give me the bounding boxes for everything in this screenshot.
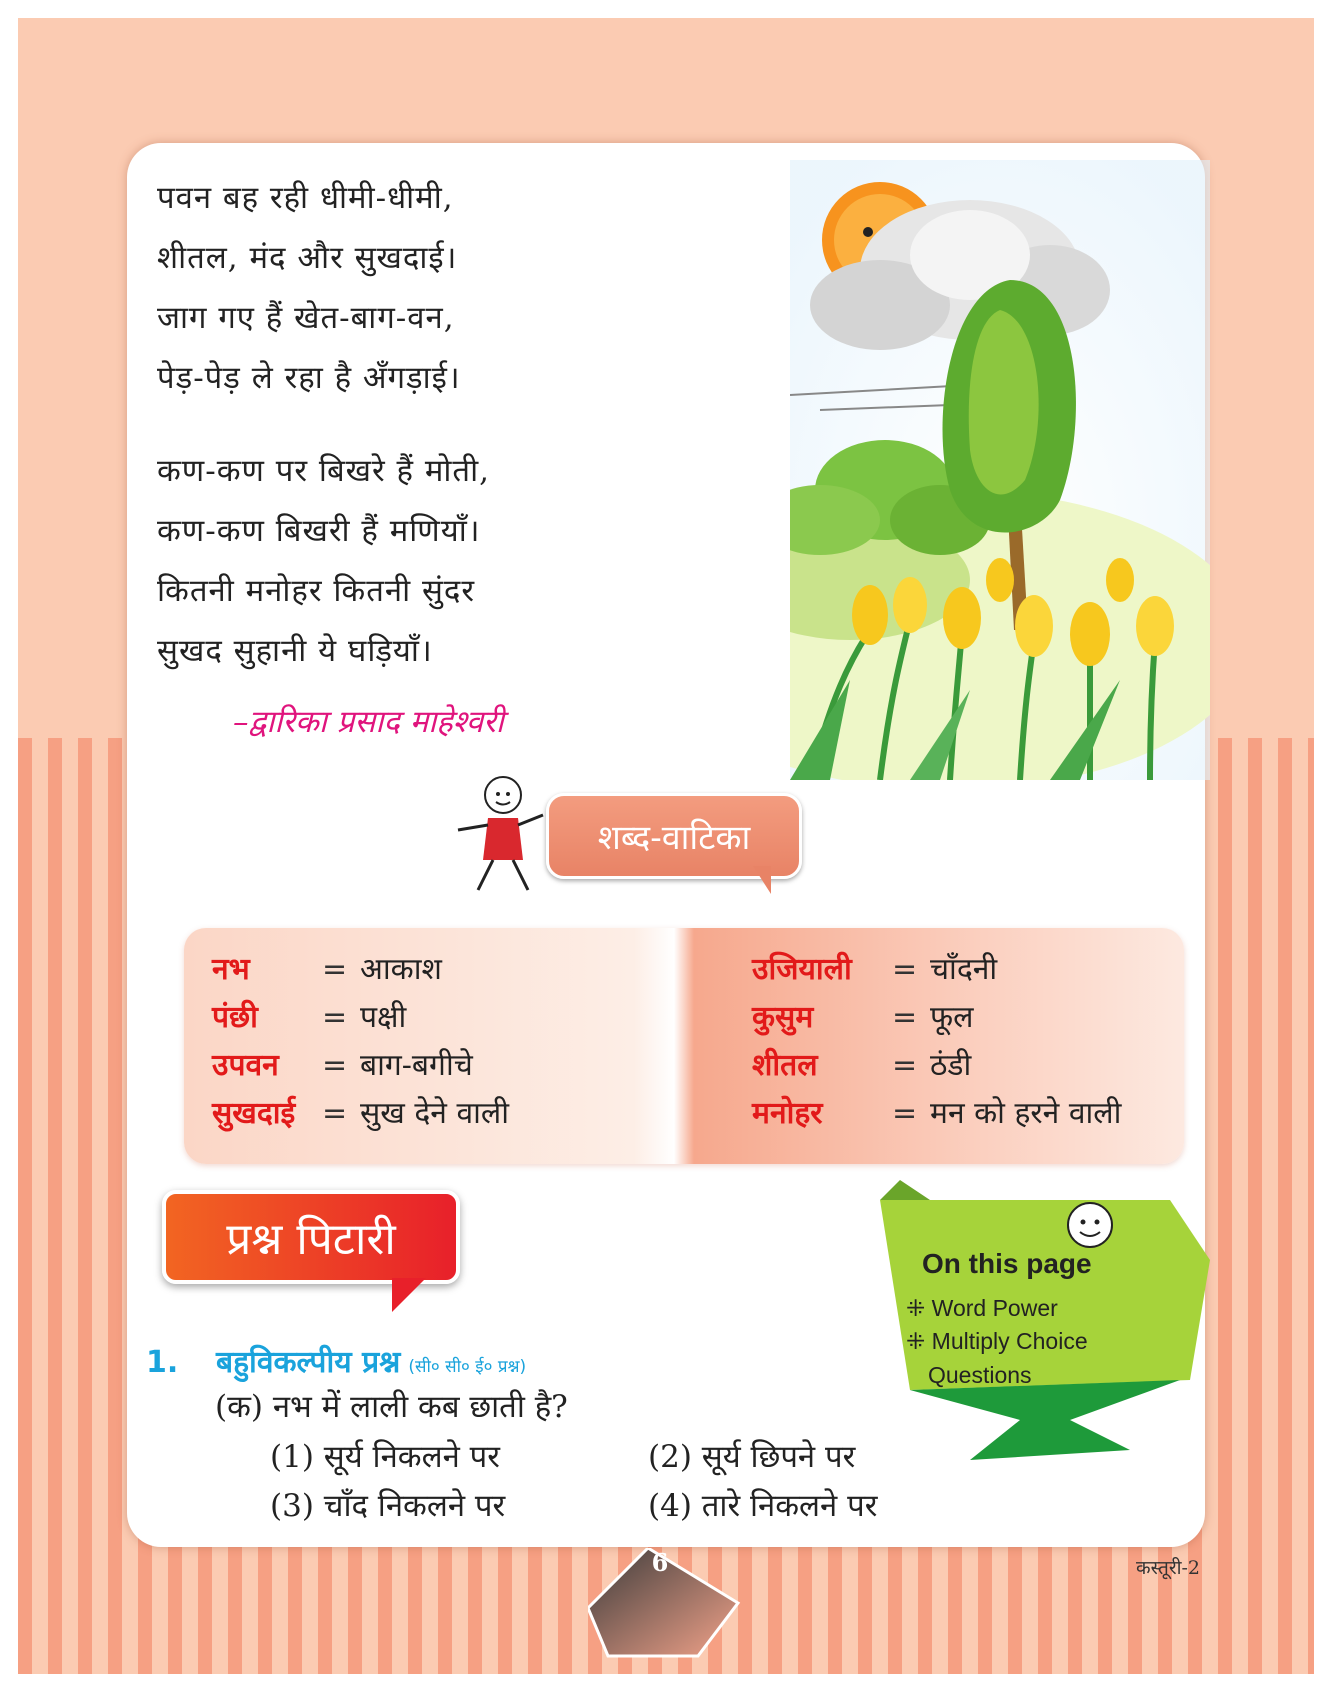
vocabulary-row: [752, 946, 1121, 994]
vocabulary-row: [212, 946, 509, 994]
poem-line: कण-कण पर बिखरे हैं मोती,: [157, 453, 490, 489]
equals-sign: =: [322, 1096, 348, 1131]
page-number: 6: [651, 1548, 669, 1577]
vocabulary-row: [212, 1042, 509, 1090]
vocab-term: कुसुम: [752, 1000, 814, 1035]
vocabulary-left-column: [212, 946, 509, 1138]
poem-line: शीतल, मंद और सुखदाई।: [157, 240, 458, 276]
equals-sign: =: [892, 1000, 918, 1035]
vocab-term: पंछी: [212, 1000, 258, 1035]
vocab-meaning: आकाश: [360, 952, 442, 987]
vocab-term: नभ: [212, 952, 250, 987]
vocab-meaning: फूल: [930, 1000, 974, 1035]
equals-sign: =: [322, 1000, 348, 1035]
vocab-term: उपवन: [212, 1048, 279, 1083]
on-this-page-title: On this page: [922, 1248, 1092, 1279]
question-box-title: प्रश्न पिटारी: [162, 1190, 460, 1284]
vocabulary-row: [752, 1090, 1121, 1138]
smiley-face-icon: [1068, 1203, 1112, 1247]
option-1[interactable]: (1) सूर्य निकलने पर: [270, 1439, 500, 1475]
option-4[interactable]: (4) तारे निकलने पर: [648, 1488, 878, 1524]
vocab-term: मनोहर: [752, 1096, 823, 1131]
vocab-term: सुखदाई: [212, 1096, 296, 1131]
poem-line: पवन बह रही धीमी-धीमी,: [157, 180, 454, 216]
question-heading: [146, 1340, 526, 1381]
option-3[interactable]: (3) चाँद निकलने पर: [270, 1488, 506, 1524]
vocabulary-row: [752, 994, 1121, 1042]
equals-sign: =: [892, 1048, 918, 1083]
poem-author: –द्वारिका प्रसाद माहेश्वरी: [233, 704, 504, 740]
option-2[interactable]: (2) सूर्य छिपने पर: [648, 1439, 856, 1475]
question-text: (क) नभ में लाली कब छाती है?: [215, 1389, 568, 1425]
bubble-tail: [753, 866, 771, 894]
vocabulary-row: [752, 1042, 1121, 1090]
vocabulary-row: [212, 1090, 509, 1138]
poem-line: कण-कण बिखरी हैं मणियाँ।: [157, 513, 481, 549]
on-this-page-item: ⁜ Multiply Choice: [906, 1328, 1088, 1354]
equals-sign: =: [322, 952, 348, 987]
poem-stanza-2: [157, 441, 490, 681]
question-number: 1.: [146, 1345, 179, 1380]
poem-stanza-1: [157, 168, 490, 408]
equals-sign: =: [892, 952, 918, 987]
word-garden-title: शब्द-वाटिका: [546, 793, 802, 879]
question-type-note: (सी० सी० ई० प्रश्न): [408, 1357, 527, 1377]
poem-line: पेड़-पेड़ ले रहा है अँगड़ाई।: [157, 360, 461, 396]
book-name: कस्तूरी-2: [1136, 1557, 1201, 1579]
vocab-term: शीतल: [752, 1048, 818, 1083]
girl-illustration: [448, 770, 548, 900]
poem-line: सुखद सुहानी ये घड़ियाँ।: [157, 633, 433, 669]
vocab-term: उजियाली: [752, 952, 852, 987]
vocab-meaning: चाँदनी: [930, 952, 998, 987]
vocab-meaning: मन को हरने वाली: [930, 1096, 1122, 1131]
question-type: बहुविकल्पीय प्रश्न: [216, 1345, 401, 1380]
vocab-meaning: पक्षी: [360, 1000, 407, 1035]
poem-line: कितनी मनोहर कितनी सुंदर: [157, 573, 476, 609]
vocabulary-row: [212, 994, 509, 1042]
vocab-meaning: सुख देने वाली: [360, 1096, 510, 1131]
equals-sign: =: [892, 1096, 918, 1131]
equals-sign: =: [322, 1048, 348, 1083]
banner-tail: [392, 1278, 426, 1312]
vocab-meaning: बाग-बगीचे: [360, 1048, 473, 1083]
vocab-meaning: ठंडी: [930, 1048, 972, 1083]
poem-line: जाग गए हैं खेत-बाग-वन,: [157, 300, 455, 336]
poem: [157, 168, 490, 714]
nature-illustration: [790, 160, 1210, 780]
on-this-page-item: Questions: [928, 1362, 1032, 1388]
on-this-page-item: ⁜ Word Power: [906, 1295, 1058, 1321]
vocabulary-right-column: [752, 946, 1121, 1138]
